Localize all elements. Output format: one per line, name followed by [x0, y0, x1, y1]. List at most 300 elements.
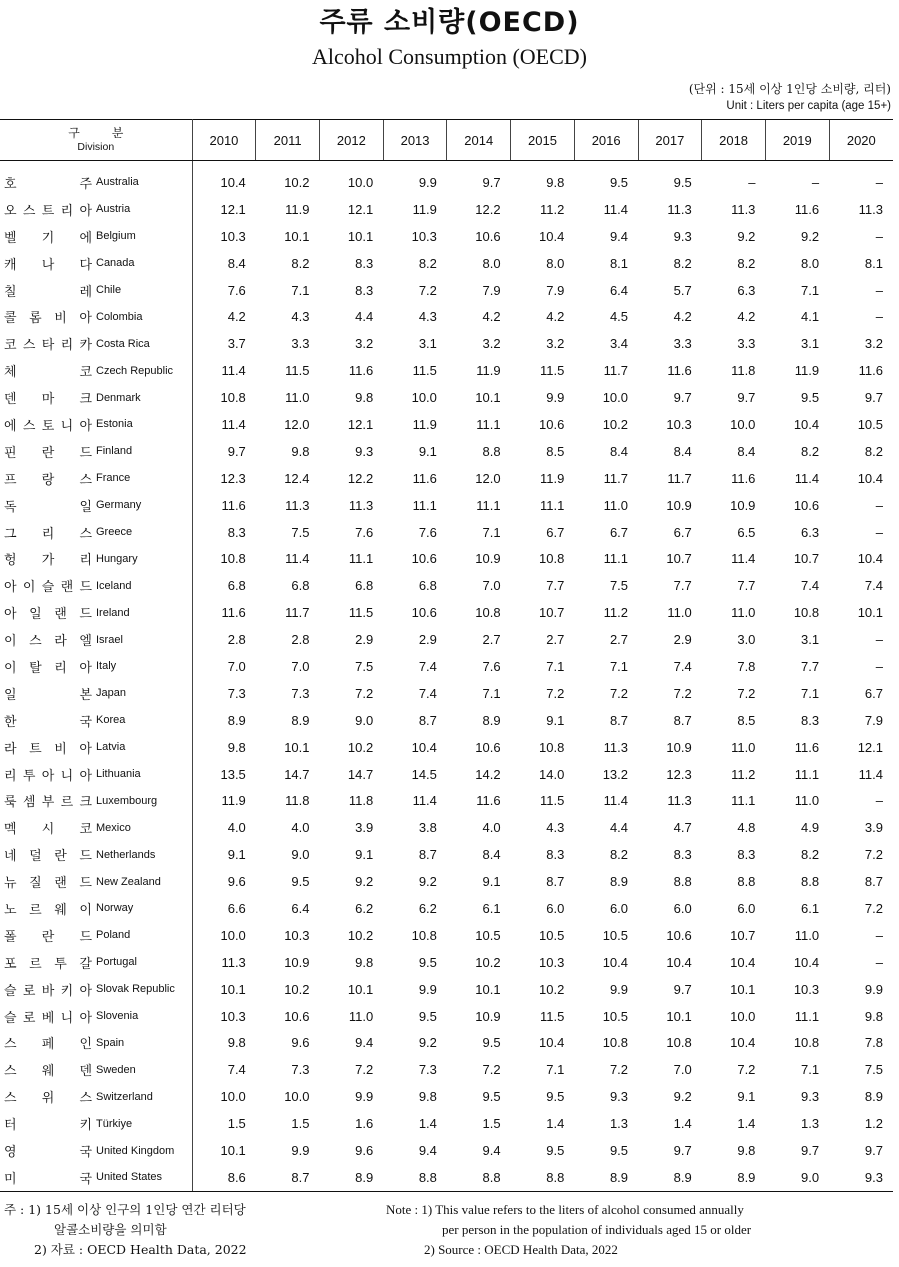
value-cell: 10.4 [730, 954, 756, 970]
value-cell: 7.7 [546, 578, 565, 594]
value-cell: 3.3 [673, 336, 692, 352]
value-cell: 11.3 [221, 954, 246, 970]
value-cell: 7.9 [482, 282, 501, 298]
value-cell: 14.7 [347, 766, 374, 782]
country-name-korean: 에 스 토 니 아 [4, 418, 92, 434]
value-cell: 10.6 [475, 228, 501, 244]
value-cell: 7.2 [737, 685, 756, 701]
value-cell: 9.5 [418, 1008, 437, 1024]
value-cell: 10.2 [602, 416, 629, 432]
value-cell: 3.2 [482, 336, 501, 352]
value-cell: 10.1 [284, 228, 310, 244]
value-cell: 8.3 [546, 847, 565, 863]
value-cell: 9.8 [227, 1035, 246, 1051]
value-cell: 8.8 [511, 1164, 575, 1191]
value-cell: 4.2 [482, 309, 501, 325]
value-cell: 11.7 [603, 470, 629, 486]
country-name-korean: 덴 마 크 [4, 392, 92, 408]
division-header-english: Division [77, 141, 115, 153]
value-cell: 8.4 [737, 443, 756, 459]
table-row [0, 465, 893, 492]
value-cell: 11.7 [603, 363, 629, 379]
year-header: 2020 [829, 120, 893, 161]
value-cell: 10.9 [730, 497, 756, 513]
value-cell: 8.4 [609, 443, 629, 459]
value-cell: 8.2 [737, 255, 756, 271]
value-cell: 4.4 [609, 820, 629, 836]
country-name-english: Netherlands [96, 848, 156, 861]
value-cell: 6.7 [609, 524, 629, 540]
value-cell: 9.8 [355, 390, 374, 406]
value-cell: – [811, 174, 820, 190]
value-cell: 11.6 [476, 793, 501, 809]
value-cell: 10.1 [730, 981, 756, 997]
value-cell: 9.8 [546, 174, 565, 190]
table-row [0, 411, 893, 438]
value-cell: 10.1 [220, 1143, 246, 1158]
value-cell: 7.3 [291, 1062, 310, 1078]
value-cell: 1.2 [864, 1116, 883, 1132]
value-cell: 1.4 [546, 1116, 565, 1132]
value-cell: 8.7 [418, 712, 437, 728]
value-cell: – [875, 632, 883, 648]
value-cell: 11.8 [348, 793, 374, 809]
country-name-english: Czech Republic [96, 364, 174, 377]
value-cell: 11.3 [731, 201, 756, 217]
value-cell: 9.7 [801, 1143, 820, 1158]
value-cell: 7.2 [609, 1062, 629, 1078]
table-row [0, 250, 893, 277]
value-cell: 7.2 [864, 847, 883, 863]
value-cell: 8.8 [801, 874, 820, 890]
table-row [0, 545, 893, 572]
value-cell: 9.2 [801, 228, 820, 244]
value-cell: 7.8 [864, 1035, 883, 1051]
value-cell: 11.1 [731, 793, 756, 809]
value-cell: 9.9 [546, 390, 565, 406]
value-cell: 6.7 [546, 524, 565, 540]
unit-note-korean: (단위 : 15세 이상 1인당 소비량, 리터) [688, 82, 891, 96]
value-cell: 8.8 [737, 874, 756, 890]
value-cell: 7.2 [864, 900, 883, 916]
table-row [0, 680, 893, 707]
value-cell: 3.9 [355, 820, 374, 836]
value-cell: 5.7 [673, 282, 692, 298]
country-name-korean: 룩 셈 부 르 크 [4, 795, 92, 811]
value-cell: 11.4 [221, 416, 246, 432]
value-cell: – [875, 927, 883, 943]
value-cell: 10.2 [347, 927, 374, 943]
value-cell: 9.9 [864, 981, 883, 997]
footnotes-english [386, 1200, 751, 1260]
value-cell: 7.3 [227, 685, 246, 701]
value-cell: 10.4 [539, 228, 565, 244]
country-name-korean: 한 국 [4, 714, 92, 730]
table-row [0, 1003, 893, 1030]
value-cell: 8.9 [291, 712, 310, 728]
value-cell: 6.5 [737, 524, 756, 540]
value-cell: 11.4 [221, 363, 246, 379]
value-cell: 8.1 [609, 255, 629, 271]
value-cell: 3.2 [546, 336, 565, 352]
value-cell: 8.9 [320, 1164, 384, 1191]
value-cell: 3.1 [801, 632, 820, 648]
page-title-english: Alcohol Consumption (OECD) [312, 44, 587, 69]
table-row [0, 868, 893, 895]
country-name-english: Portugal [96, 956, 137, 969]
country-name-korean: 미 국 [4, 1171, 92, 1187]
country-name-korean: 라 트 비 아 [4, 741, 92, 757]
footnotes [0, 1198, 899, 1260]
year-header: 2015 [511, 120, 575, 161]
table-row [0, 787, 893, 814]
value-cell: 9.7 [673, 1143, 692, 1158]
value-cell: 6.6 [227, 900, 246, 916]
table-row [0, 599, 893, 626]
value-cell: 10.4 [857, 470, 883, 486]
value-cell: 4.0 [291, 820, 310, 836]
value-cell: 10.7 [730, 927, 756, 943]
year-header: 2013 [383, 120, 447, 161]
value-cell: 11.1 [603, 551, 629, 567]
value-cell: 10.8 [539, 739, 565, 755]
value-cell: 9.6 [355, 1143, 374, 1158]
value-cell: 11.4 [603, 793, 629, 809]
value-cell: 7.2 [355, 685, 374, 701]
value-cell: 9.3 [801, 1089, 820, 1105]
value-cell: 9.4 [418, 1143, 437, 1158]
country-name-english: Switzerland [96, 1090, 153, 1103]
value-cell: 10.0 [730, 416, 756, 432]
country-name-korean: 뉴 질 랜 드 [4, 876, 92, 892]
value-cell: 11.9 [412, 416, 437, 432]
value-cell: 7.4 [864, 578, 883, 594]
value-cell: 8.2 [801, 847, 820, 863]
value-cell: 11.6 [858, 363, 883, 379]
country-name-korean: 포 르 투 갈 [4, 956, 92, 972]
value-cell: 12.1 [347, 416, 374, 432]
table-row [0, 303, 893, 330]
value-cell: 4.7 [673, 820, 692, 836]
country-cell [0, 1003, 192, 1030]
country-cell [0, 303, 192, 330]
country-name-english: Lithuania [96, 768, 141, 781]
value-cell: 8.6 [192, 1164, 256, 1191]
country-cell [0, 277, 192, 304]
country-name-english: Poland [96, 929, 131, 942]
value-cell: 14.5 [411, 766, 437, 782]
footnotes-korean [4, 1200, 247, 1260]
value-cell: 11.0 [603, 497, 629, 513]
country-cell [0, 357, 192, 384]
value-cell: 10.8 [411, 927, 437, 943]
country-cell [0, 841, 192, 868]
value-cell: 1.5 [482, 1116, 501, 1132]
value-cell: 9.9 [609, 981, 629, 997]
value-cell: 1.3 [609, 1116, 629, 1132]
value-cell: 8.3 [801, 712, 820, 728]
table-row [0, 895, 893, 922]
country-name-english: Denmark [96, 391, 141, 404]
year-header: 2014 [447, 120, 511, 161]
value-cell: 6.0 [546, 900, 565, 916]
value-cell: 9.7 [864, 390, 883, 406]
value-cell: 12.1 [347, 201, 374, 217]
value-cell: 11.5 [539, 1008, 565, 1024]
value-cell: 7.1 [482, 524, 501, 540]
country-cell [0, 330, 192, 357]
country-name-english: Luxembourg [96, 794, 158, 807]
value-cell: 12.0 [475, 470, 501, 486]
value-cell: 10.3 [220, 1008, 246, 1024]
value-cell: 2.7 [546, 632, 565, 648]
country-name-korean: 폴 란 드 [4, 929, 92, 945]
value-cell: 3.9 [864, 820, 883, 836]
value-cell: 11.1 [794, 1008, 820, 1024]
value-cell: 8.4 [673, 443, 692, 459]
value-cell: 1.5 [227, 1116, 246, 1132]
country-cell [0, 707, 192, 734]
value-cell: 11.6 [221, 497, 246, 513]
value-cell: 1.4 [737, 1116, 756, 1132]
value-cell: 10.1 [475, 981, 501, 997]
value-cell: 8.8 [383, 1164, 447, 1191]
country-name-english: Iceland [96, 579, 132, 592]
table-row [0, 196, 893, 223]
value-cell: 10.6 [793, 497, 820, 513]
footnote-ko-3: 2) 자료 : OECD Health Data, 2022 [34, 1242, 247, 1257]
value-cell: 11.5 [539, 363, 565, 379]
value-cell: 9.2 [673, 1089, 692, 1105]
country-name-english: Ireland [96, 606, 130, 619]
country-name-english: United Kingdom [96, 1144, 175, 1157]
country-name-english: Canada [96, 257, 135, 270]
value-cell: 9.5 [482, 1089, 501, 1105]
value-cell: 4.9 [801, 820, 820, 836]
value-cell: 8.9 [609, 874, 629, 890]
value-cell: 6.2 [418, 900, 437, 916]
value-cell: 10.4 [602, 954, 629, 970]
value-cell: 11.3 [858, 201, 883, 217]
value-cell: 10.8 [666, 1035, 692, 1051]
table-row [0, 922, 893, 949]
value-cell: 10.5 [475, 927, 501, 943]
country-cell [0, 653, 192, 680]
country-name-korean: 영 국 [4, 1145, 92, 1160]
country-cell [0, 1030, 192, 1057]
country-cell [0, 680, 192, 707]
value-cell: 7.4 [227, 1062, 246, 1078]
value-cell: 7.2 [355, 1062, 374, 1078]
value-cell: 8.2 [801, 443, 820, 459]
country-cell [0, 545, 192, 572]
value-cell: 10.6 [539, 416, 565, 432]
value-cell: 8.3 [737, 847, 756, 863]
value-cell: 10.8 [220, 390, 246, 406]
value-cell: 9.4 [609, 228, 629, 244]
country-name-korean: 칠 레 [4, 284, 92, 300]
value-cell: 7.6 [227, 282, 246, 298]
value-cell: 9.8 [737, 1143, 756, 1158]
value-cell: 10.2 [347, 739, 374, 755]
value-cell: 11.5 [412, 363, 437, 379]
table-row [0, 1030, 893, 1057]
year-header: 2012 [320, 120, 384, 161]
value-cell: 14.7 [284, 766, 310, 782]
country-cell [0, 949, 192, 976]
value-cell: 8.7 [418, 847, 437, 863]
value-cell: 10.7 [793, 551, 820, 567]
value-cell: – [875, 174, 883, 190]
value-cell: 6.8 [355, 578, 374, 594]
value-cell: – [875, 228, 883, 244]
value-cell: 1.4 [418, 1116, 437, 1132]
value-cell: 4.2 [227, 309, 246, 325]
value-cell: 11.4 [731, 551, 756, 567]
value-cell: 11.9 [539, 470, 565, 486]
value-cell: 6.3 [737, 282, 756, 298]
value-cell: 4.3 [546, 820, 565, 836]
value-cell: 11.6 [794, 201, 820, 217]
country-name-english: Spain [96, 1036, 125, 1049]
value-cell: 8.7 [609, 712, 629, 728]
value-cell: 11.0 [731, 605, 756, 621]
value-cell: 9.9 [291, 1143, 310, 1158]
value-cell: 3.0 [737, 632, 756, 648]
country-name-korean: 스 웨 덴 [4, 1064, 92, 1080]
value-cell: 8.2 [418, 255, 437, 271]
value-cell: 10.3 [793, 981, 820, 997]
value-cell: 9.5 [609, 174, 629, 190]
value-cell: 7.0 [227, 658, 246, 674]
value-cell: 7.4 [673, 658, 692, 674]
value-cell: 8.9 [227, 712, 246, 728]
value-cell: 8.3 [355, 282, 374, 298]
value-cell: 2.9 [355, 632, 374, 648]
value-cell: 11.8 [731, 363, 756, 379]
country-cell [0, 1056, 192, 1083]
country-name-korean: 캐 나 다 [4, 257, 92, 273]
country-cell [0, 384, 192, 411]
value-cell: 4.2 [673, 309, 692, 325]
value-cell: 11.7 [285, 605, 310, 621]
table-row [0, 814, 893, 841]
value-cell: 9.3 [673, 228, 692, 244]
value-cell: 7.2 [737, 1062, 756, 1078]
country-name-korean: 이 탈 리 아 [4, 660, 92, 676]
value-cell: 7.4 [418, 658, 437, 674]
value-cell: 11.4 [794, 470, 820, 486]
value-cell: 11.0 [794, 927, 820, 943]
value-cell: 9.4 [355, 1035, 374, 1051]
table-row [0, 161, 893, 196]
value-cell: 11.3 [667, 201, 692, 217]
value-cell: 7.1 [482, 685, 501, 701]
country-name-korean: 핀 란 드 [4, 445, 92, 461]
table-row [0, 653, 893, 680]
value-cell: 10.2 [539, 981, 565, 997]
footnote-en-3: 2) Source : OECD Health Data, 2022 [424, 1242, 618, 1257]
country-name-korean: 헝 가 리 [4, 553, 92, 569]
country-cell [0, 250, 192, 277]
value-cell: 9.1 [546, 712, 565, 728]
value-cell: 9.5 [482, 1035, 501, 1051]
value-cell: 8.9 [864, 1089, 883, 1105]
value-cell: 11.6 [731, 470, 756, 486]
value-cell: 12.3 [220, 470, 246, 486]
value-cell: 4.1 [801, 309, 820, 325]
table-row [0, 357, 893, 384]
year-header: 2018 [702, 120, 766, 161]
value-cell: 11.8 [285, 793, 310, 809]
division-header-korean: 구 분 [68, 126, 138, 140]
value-cell: 8.2 [609, 847, 629, 863]
page-title-korean: 주류 소비량(OECD) [319, 7, 580, 38]
value-cell: 8.9 [638, 1164, 702, 1191]
country-name-english: Costa Rica [96, 337, 150, 350]
value-cell: – [875, 282, 883, 298]
value-cell: 2.7 [482, 632, 501, 648]
value-cell: 11.6 [794, 739, 820, 755]
table-row [0, 572, 893, 599]
value-cell: 11.6 [412, 470, 437, 486]
value-cell: 9.9 [355, 1089, 374, 1105]
value-cell: 9.0 [291, 847, 310, 863]
value-cell: 9.7 [482, 174, 501, 190]
country-cell [0, 411, 192, 438]
table-row [0, 1056, 893, 1083]
value-cell: 7.6 [482, 658, 501, 674]
value-cell: 7.2 [482, 1062, 501, 1078]
value-cell: 10.2 [475, 954, 501, 970]
country-cell [0, 814, 192, 841]
country-name-english: Belgium [96, 230, 136, 243]
value-cell: 6.8 [418, 578, 437, 594]
value-cell: – [875, 524, 883, 540]
country-cell [0, 572, 192, 599]
table-row [0, 734, 893, 761]
value-cell: 12.3 [666, 766, 692, 782]
table-row [0, 841, 893, 868]
value-cell: 6.3 [801, 524, 820, 540]
value-cell: 8.8 [482, 443, 501, 459]
value-cell: 12.1 [220, 201, 246, 217]
value-cell: 10.1 [347, 981, 374, 997]
value-cell: 1.4 [673, 1116, 692, 1132]
table-row [0, 330, 893, 357]
value-cell: 9.2 [418, 874, 437, 890]
country-cell [0, 626, 192, 653]
value-cell: 7.4 [801, 578, 820, 594]
value-cell: 12.2 [347, 470, 374, 486]
value-cell: 9.9 [418, 174, 437, 190]
country-name-korean: 노 르 웨 이 [4, 902, 92, 918]
value-cell: – [875, 954, 883, 970]
value-cell: 10.2 [284, 981, 310, 997]
footnote-ko-1: 주 : 1) 15세 이상 인구의 1인당 연간 리터당 [4, 1202, 246, 1217]
table-row [0, 976, 893, 1003]
value-cell: 10.8 [220, 551, 246, 567]
value-cell: 8.7 [673, 712, 692, 728]
division-header [0, 120, 192, 161]
table-row [0, 1083, 893, 1110]
country-cell [0, 1083, 192, 1110]
value-cell: 4.3 [291, 309, 310, 325]
table-row [0, 438, 893, 465]
value-cell: 10.1 [284, 739, 310, 755]
value-cell: 11.3 [603, 739, 629, 755]
value-cell: 8.9 [574, 1164, 638, 1191]
